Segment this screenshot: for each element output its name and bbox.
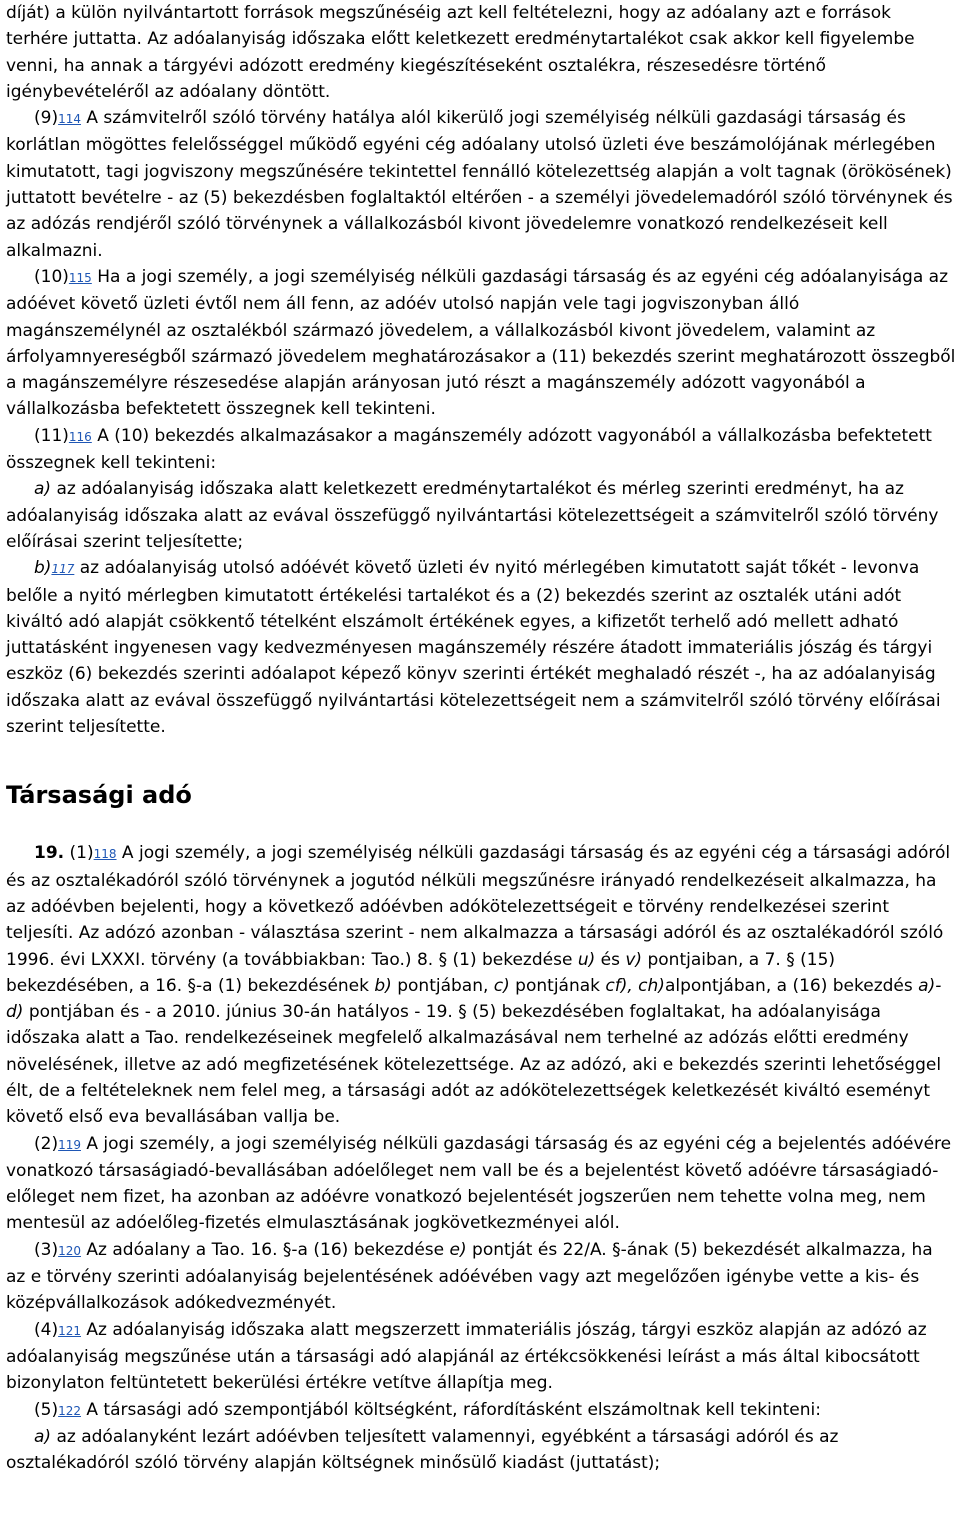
paragraph-text: pontjaiban, a 7. § (15) bekezdésében, a 16. §-a (1) bekezdésének: [6, 949, 836, 996]
paragraph-number: (4): [34, 1319, 59, 1340]
point-ref: c): [493, 975, 510, 996]
paragraph-number: (2): [34, 1133, 59, 1154]
paragraph-continuation: díját) a külön nyilvántartott források megszűnéséig azt kell feltételezni, hogy az adóalany azt e források terhére juttatta. Az adóalanyiság időszaka előtt keletkezett eredménytartalékot csak akkor kell figyelembe venni, ha annak a tárgyévi adózott eredmény kiegészítéseként osztalékra, részesedésre történő igénybevételéről az adóalany döntött.: [6, 3, 915, 102]
paragraph-text: pontjában,: [391, 975, 494, 996]
point-ref: e): [449, 1239, 467, 1260]
point-ref: b): [374, 975, 392, 996]
section-19-paragraph-3: [6, 1237, 956, 1317]
point-ref: v): [625, 949, 643, 970]
footnote-link-118[interactable]: 118: [93, 847, 117, 862]
footnote-link-121[interactable]: 121: [58, 1323, 81, 1338]
point-11-a: [6, 476, 956, 555]
footnote-link-120[interactable]: 120: [58, 1243, 81, 1258]
footnote-link-116[interactable]: 116: [68, 429, 92, 444]
paragraph-text: pontjában és - a 2010. június 30-án hatályos - 19. § (5) bekezdésében foglaltakat, ha adóalanyisága időszaka alatt a Tao. rendelkezéseinek megfelelő alkalmazásával nem terhelné az adózás előtti eredmény növelésének, illetve az adó megfizetésének kötelezettsége. Az az adózó, aki e bekezdés szerinti lehetőséggel élt, de a feltételeknek nem felel meg, a társasági adót az adókötelezettségek keletkezését kiváltó eseményt követő első eva bevallásában vallja be.: [6, 1002, 942, 1128]
point-ref: cf), ch): [605, 975, 665, 996]
paragraph-text: Az adóalany a Tao. 16. §-a (16) bekezdése: [81, 1239, 450, 1260]
paragraph-text: A társasági adó szempontjából költségként, ráfordításként elszámoltnak kell tekinteni:: [81, 1399, 821, 1420]
paragraph-number: (11): [34, 425, 69, 446]
paragraph-text: A (10) bekezdés alkalmazásakor a magánszemély adózott vagyonából a vállalkozásba befektetett összegnek kell tekinteni:: [6, 425, 932, 474]
paragraph-number: (5): [34, 1399, 59, 1420]
paragraph-text: Ha a jogi személy, a jogi személyiség nélküli gazdasági társaság és az egyéni cég adóalanyisága az adóévet követő üzleti évtől nem áll fenn, az adóév utolsó napján vele tagi jogviszonyban álló magánszemélynél az osztalékból származó jövedelem, a vállalkozásból kivont jövedelem, valamint az árfolyamnyereségből származó jövedelem meghatározásakor a (11) bekezdés szerint meghatározott összegből a magánszemélyre részesedése alapján arányosan jutó részt a magánszemély adózott vagyonából a vállalkozásba befektetett összegnek kell tekinteni.: [6, 266, 956, 420]
footnote-link-119[interactable]: 119: [58, 1137, 81, 1152]
section-19-paragraph-4: [6, 1317, 956, 1397]
section-number: 19.: [34, 843, 65, 864]
paragraph-number: (3): [34, 1239, 59, 1260]
paragraph-10: [6, 264, 956, 423]
point-ref: u): [577, 949, 596, 970]
footnote-link-122[interactable]: 122: [58, 1403, 81, 1418]
point-letter: a): [34, 1426, 52, 1447]
paragraph-text: A jogi személy, a jogi személyiség nélküli gazdasági társaság és az egyéni cég a társasági adóról és az osztalékadóról szóló törvénynek a jogutód nélküli megszűnésre irányadó rendelkezéseit alkalmazza, ha az adóévben bejelenti, hogy a következő adóévben adókötelezettségeit e törvény rendelkezései szerint teljesíti. Az adózó azonban - választása szerint - nem alkalmazza a társasági adóról és az osztalékadóról szóló 1996. évi LXXXI. törvény (a továbbiakban: Tao.) 8. § (1) bekezdése: [6, 843, 951, 970]
point-ref: a)-d): [6, 975, 942, 1023]
paragraph-9: [6, 105, 956, 264]
paragraph-11: [6, 423, 956, 477]
footnote-link-117[interactable]: 117: [51, 562, 75, 577]
point-text: az adóalanyiság időszaka alatt keletkezett eredménytartalékot és mérleg szerinti eredményt, ha az adóalanyiság időszaka alatt az evával összefüggő nyilvántartási kötelezettségeit a számvitelről szóló törvény előírásai szerint teljesítette;: [6, 479, 939, 552]
footnote-link-114[interactable]: 114: [58, 112, 81, 127]
paragraph-text: pontját és 22/A. §-ának (5) bekezdését alkalmazza, ha az e törvény szerinti adóalanyiság bejelentésének adóévében vagy azt megelőzően igénybe vette a kis- és középvállalkozások adókedvezményét.: [6, 1239, 933, 1314]
paragraph-text: pontjának: [509, 975, 606, 996]
paragraph-number: (9): [34, 108, 59, 129]
paragraph-text: A jogi személy, a jogi személyiség nélküli gazdasági társaság és az egyéni cég a bejelentés adóévére vonatkozó társaságiadó-bevallásában adóelőleget nem vall be és a bejelentést követő adóévre társaságiadó-előleget nem fizet, ha azonban az adóévre vonatkozó bejelentését jogszerűen nem tehette volna meg, nem mentesül az adóelőleg-fizetés elmulasztásának jogkövetkezményei alól.: [6, 1133, 952, 1234]
footnote-link-115[interactable]: 115: [68, 270, 92, 285]
paragraph-text: és: [595, 949, 626, 970]
point-5-a: [6, 1424, 956, 1477]
section-heading: Társasági adó: [6, 781, 192, 810]
paragraph-text: alpontjában, a (16) bekezdés: [664, 975, 919, 996]
point-text: az adóalanyként lezárt adóévben teljesített valamennyi, egyébként a társasági adóról és az osztalékadóról szóló törvény alapján költségnek minősülő kiadást (juttatást);: [6, 1426, 839, 1474]
paragraph-text: A számvitelről szóló törvény hatálya alól kikerülő jogi személyiség nélküli gazdasági társaság és korlátlan mögöttes felelősséggel működő egyéni cég adóalany utolsó üzleti éve beszámolójának mérlegében kimutatott, tagi jogviszony megszűnésére tekintettel fennálló kötelezettség alapján a volt tagnak (örökösének) juttatott bevételre - az (5) bekezdésben foglaltaktól eltérően - a személyi jövedelemadóról szóló törvénynek és az adózás rendjéről szóló törvénynek a vállalkozásból kivont jövedelemre vonatkozó rendelkezéseit kell alkalmazni.: [6, 108, 953, 261]
section-19-paragraph-5: [6, 1397, 956, 1424]
point-letter: b): [34, 558, 52, 579]
point-11-b: [6, 555, 956, 740]
paragraph-text: Az adóalanyiság időszaka alatt megszerzett immateriális jószág, tárgyi eszköz alapján az adózó az adóalanyiság megszűnése után a társasági adó alapjánál az értékcsökkenési leírást a más által kibocsátott bizonylaton feltüntetett bekerülési értékre vetítve állapítja meg.: [6, 1319, 927, 1394]
paragraph-number: (10): [34, 266, 69, 287]
section-19-paragraph-2: [6, 1131, 956, 1237]
section-19-paragraph-1: [6, 840, 956, 1130]
point-text: az adóalanyiság utolsó adóévét követő üzleti év nyitó mérlegében kimutatott saját tőkét - levonva belőle a nyitó mérlegben kimutatott értékelési tartalékot és a (2) bekezdés szerint az osztalék utáni adót kiváltó adó alapját csökkentő tételként elszámolt értékének egyes, a kifizetőt terhelő adó mellett adható juttatásként ingyenesen vagy kedvezményesen magánszemély részére átadott immateriális jószág és tárgyi eszköz (6) bekezdés szerinti adóalapot képező könyv szerinti értékét meghaladó részét -, ha az adóalanyiság időszaka alatt az evával összefüggő nyilvántartási kötelezettségeit nem a számvitelről szóló törvény előírásai szerint teljesítette.: [6, 558, 941, 738]
paragraph-number: (1): [69, 843, 94, 864]
point-letter: a): [34, 479, 52, 500]
